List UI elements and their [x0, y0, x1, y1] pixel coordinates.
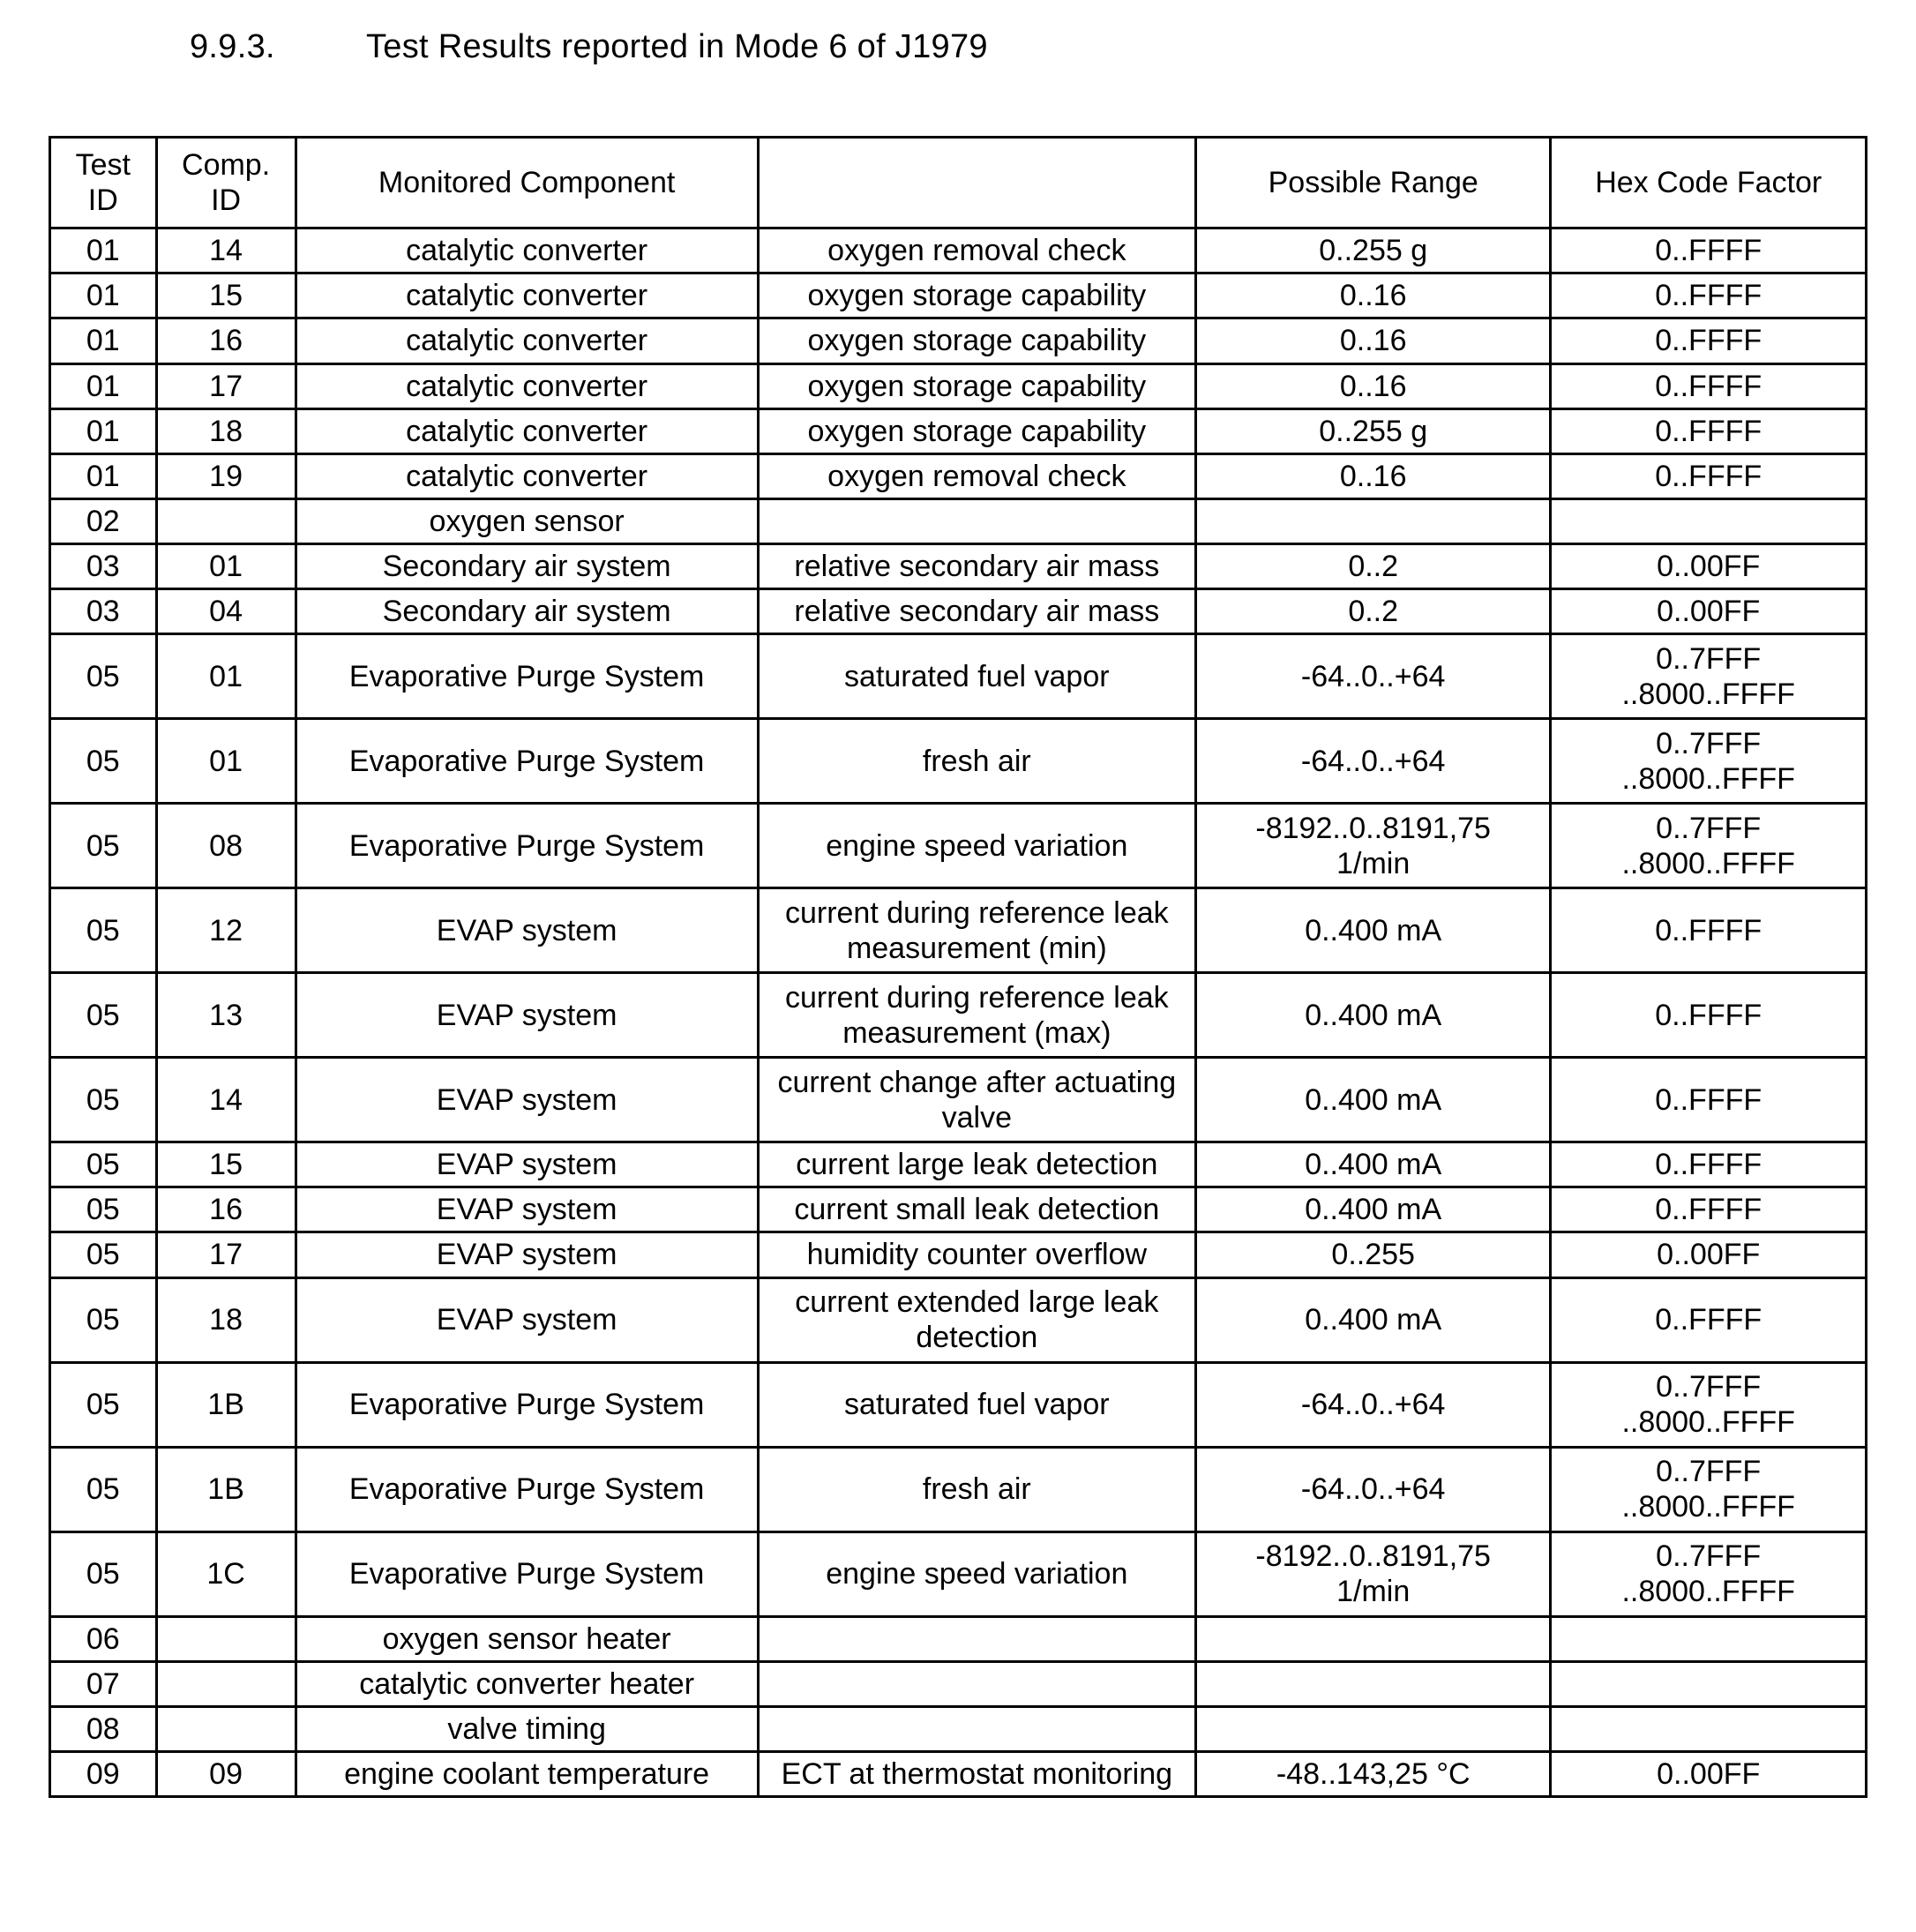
cell-possible-range	[1195, 1661, 1550, 1706]
cell-description: current small leak detection	[758, 1187, 1195, 1232]
cell-hex-code-factor: 0..00FF	[1551, 1232, 1867, 1277]
cell-possible-range: 0..400 mA	[1195, 888, 1550, 973]
cell-description	[758, 498, 1195, 543]
cell-possible-range: 0..16	[1195, 273, 1550, 318]
table-body	[50, 228, 1867, 1797]
table-row	[50, 498, 1867, 543]
cell-description: current extended large leak detection	[758, 1277, 1195, 1362]
table-row	[50, 1277, 1867, 1362]
cell-possible-range: -8192..0..8191,75 1/min	[1195, 1531, 1550, 1616]
table-row	[50, 589, 1867, 634]
cell-test-id: 01	[50, 228, 157, 273]
cell-monitored-component: catalytic converter	[296, 408, 758, 453]
cell-description: current large leak detection	[758, 1142, 1195, 1187]
cell-hex-code-factor: 0..00FF	[1551, 543, 1867, 588]
cell-hex-code-factor	[1551, 1706, 1867, 1751]
cell-test-id: 05	[50, 1447, 157, 1531]
cell-comp-id: 16	[156, 318, 296, 363]
cell-hex-code-factor: 0..FFFF	[1551, 888, 1867, 973]
cell-comp-id: 01	[156, 543, 296, 588]
cell-description: oxygen storage capability	[758, 318, 1195, 363]
cell-monitored-component: oxygen sensor heater	[296, 1616, 758, 1661]
cell-test-id: 03	[50, 543, 157, 588]
table-row	[50, 1751, 1867, 1796]
cell-possible-range: -64..0..+64	[1195, 1362, 1550, 1447]
table-row	[50, 719, 1867, 804]
column-header-hex-code-factor: Hex Code Factor	[1551, 138, 1867, 228]
cell-monitored-component: Evaporative Purge System	[296, 1447, 758, 1531]
cell-description: fresh air	[758, 1447, 1195, 1531]
cell-test-id: 05	[50, 1142, 157, 1187]
cell-description: oxygen removal check	[758, 228, 1195, 273]
cell-possible-range: -64..0..+64	[1195, 1447, 1550, 1531]
cell-possible-range: 0..16	[1195, 453, 1550, 498]
cell-monitored-component: valve timing	[296, 1706, 758, 1751]
cell-monitored-component: catalytic converter heater	[296, 1661, 758, 1706]
cell-hex-code-factor: 0..7FFF ..8000..FFFF	[1551, 719, 1867, 804]
cell-comp-id: 14	[156, 1058, 296, 1142]
cell-test-id: 01	[50, 453, 157, 498]
table-row	[50, 634, 1867, 719]
cell-hex-code-factor: 0..7FFF ..8000..FFFF	[1551, 1447, 1867, 1531]
cell-description: oxygen storage capability	[758, 363, 1195, 408]
cell-comp-id: 15	[156, 273, 296, 318]
cell-hex-code-factor: 0..FFFF	[1551, 973, 1867, 1058]
cell-description: current during reference leak measurement (max)	[758, 973, 1195, 1058]
cell-hex-code-factor: 0..00FF	[1551, 1751, 1867, 1796]
table-row	[50, 1447, 1867, 1531]
cell-description: fresh air	[758, 719, 1195, 804]
cell-comp-id: 09	[156, 1751, 296, 1796]
column-header-comp-id	[156, 138, 296, 228]
table-header-row	[50, 138, 1867, 228]
cell-possible-range: 0..400 mA	[1195, 1142, 1550, 1187]
cell-hex-code-factor: 0..FFFF	[1551, 1187, 1867, 1232]
cell-comp-id: 12	[156, 888, 296, 973]
column-header-possible-range: Possible Range	[1195, 138, 1550, 228]
cell-test-id: 05	[50, 804, 157, 888]
cell-hex-code-factor	[1551, 1661, 1867, 1706]
table-row	[50, 273, 1867, 318]
cell-monitored-component: catalytic converter	[296, 228, 758, 273]
cell-hex-code-factor: 0..FFFF	[1551, 1142, 1867, 1187]
cell-comp-id: 01	[156, 719, 296, 804]
cell-monitored-component: catalytic converter	[296, 363, 758, 408]
table-row	[50, 318, 1867, 363]
table-row	[50, 1706, 1867, 1751]
cell-test-id: 01	[50, 273, 157, 318]
table-row	[50, 888, 1867, 973]
table-row	[50, 973, 1867, 1058]
cell-monitored-component: Evaporative Purge System	[296, 719, 758, 804]
cell-hex-code-factor: 0..FFFF	[1551, 1058, 1867, 1142]
cell-monitored-component: Evaporative Purge System	[296, 634, 758, 719]
mode6-test-results-table	[49, 136, 1867, 1798]
table-row	[50, 228, 1867, 273]
cell-description: oxygen storage capability	[758, 408, 1195, 453]
cell-hex-code-factor: 0..FFFF	[1551, 318, 1867, 363]
cell-description: saturated fuel vapor	[758, 1362, 1195, 1447]
cell-description: ECT at thermostat monitoring	[758, 1751, 1195, 1796]
table-row	[50, 1187, 1867, 1232]
cell-monitored-component: oxygen sensor	[296, 498, 758, 543]
cell-comp-id: 19	[156, 453, 296, 498]
cell-test-id: 05	[50, 634, 157, 719]
column-header-description	[758, 138, 1195, 228]
cell-comp-id: 14	[156, 228, 296, 273]
cell-possible-range: 0..400 mA	[1195, 1187, 1550, 1232]
table-row	[50, 1058, 1867, 1142]
table-row	[50, 1531, 1867, 1616]
cell-test-id: 05	[50, 973, 157, 1058]
cell-hex-code-factor: 0..FFFF	[1551, 408, 1867, 453]
cell-description: relative secondary air mass	[758, 589, 1195, 634]
cell-comp-id	[156, 1661, 296, 1706]
cell-test-id: 06	[50, 1616, 157, 1661]
cell-test-id: 05	[50, 1058, 157, 1142]
cell-description: engine speed variation	[758, 1531, 1195, 1616]
cell-test-id: 01	[50, 408, 157, 453]
cell-possible-range	[1195, 1616, 1550, 1661]
cell-monitored-component: catalytic converter	[296, 273, 758, 318]
cell-possible-range: -8192..0..8191,75 1/min	[1195, 804, 1550, 888]
column-header-test-id	[50, 138, 157, 228]
cell-test-id: 01	[50, 318, 157, 363]
cell-hex-code-factor: 0..7FFF ..8000..FFFF	[1551, 634, 1867, 719]
section-title: Test Results reported in Mode 6 of J1979	[366, 28, 988, 65]
column-header-comp-id-line2: ID	[211, 183, 242, 218]
cell-hex-code-factor: 0..FFFF	[1551, 1277, 1867, 1362]
cell-monitored-component: EVAP system	[296, 1058, 758, 1142]
cell-monitored-component: EVAP system	[296, 1232, 758, 1277]
cell-comp-id: 04	[156, 589, 296, 634]
cell-comp-id: 18	[156, 1277, 296, 1362]
cell-test-id: 09	[50, 1751, 157, 1796]
table-row	[50, 1362, 1867, 1447]
cell-description: current change after actuating valve	[758, 1058, 1195, 1142]
cell-possible-range: 0..16	[1195, 363, 1550, 408]
cell-monitored-component: EVAP system	[296, 1142, 758, 1187]
cell-monitored-component: Evaporative Purge System	[296, 1362, 758, 1447]
cell-monitored-component: EVAP system	[296, 973, 758, 1058]
cell-test-id: 05	[50, 1362, 157, 1447]
cell-description: oxygen storage capability	[758, 273, 1195, 318]
cell-possible-range	[1195, 498, 1550, 543]
cell-test-id: 08	[50, 1706, 157, 1751]
cell-comp-id: 01	[156, 634, 296, 719]
cell-possible-range: 0..2	[1195, 589, 1550, 634]
cell-comp-id: 1B	[156, 1447, 296, 1531]
table-row	[50, 1142, 1867, 1187]
table-row	[50, 1616, 1867, 1661]
cell-possible-range: -64..0..+64	[1195, 719, 1550, 804]
cell-comp-id: 17	[156, 363, 296, 408]
cell-monitored-component: Secondary air system	[296, 543, 758, 588]
cell-possible-range: 0..400 mA	[1195, 1277, 1550, 1362]
cell-possible-range: 0..400 mA	[1195, 1058, 1550, 1142]
table-row	[50, 1232, 1867, 1277]
cell-possible-range: 0..255 g	[1195, 408, 1550, 453]
cell-test-id: 02	[50, 498, 157, 543]
cell-description	[758, 1661, 1195, 1706]
cell-description: saturated fuel vapor	[758, 634, 1195, 719]
cell-monitored-component: EVAP system	[296, 888, 758, 973]
cell-description: relative secondary air mass	[758, 543, 1195, 588]
cell-description: oxygen removal check	[758, 453, 1195, 498]
cell-possible-range	[1195, 1706, 1550, 1751]
cell-test-id: 05	[50, 719, 157, 804]
cell-hex-code-factor: 0..FFFF	[1551, 228, 1867, 273]
cell-description	[758, 1706, 1195, 1751]
cell-hex-code-factor: 0..7FFF ..8000..FFFF	[1551, 1531, 1867, 1616]
cell-possible-range: 0..255 g	[1195, 228, 1550, 273]
cell-description: engine speed variation	[758, 804, 1195, 888]
cell-possible-range: 0..255	[1195, 1232, 1550, 1277]
cell-comp-id	[156, 1616, 296, 1661]
cell-hex-code-factor	[1551, 498, 1867, 543]
cell-hex-code-factor: 0..00FF	[1551, 589, 1867, 634]
table-row	[50, 543, 1867, 588]
cell-comp-id: 1C	[156, 1531, 296, 1616]
cell-monitored-component: Secondary air system	[296, 589, 758, 634]
cell-possible-range: -64..0..+64	[1195, 634, 1550, 719]
section-number: 9.9.3.	[190, 28, 275, 65]
cell-description	[758, 1616, 1195, 1661]
cell-test-id: 05	[50, 1531, 157, 1616]
cell-test-id: 05	[50, 888, 157, 973]
table-row	[50, 1661, 1867, 1706]
cell-comp-id: 17	[156, 1232, 296, 1277]
cell-hex-code-factor	[1551, 1616, 1867, 1661]
cell-hex-code-factor: 0..FFFF	[1551, 273, 1867, 318]
column-header-test-id-line2: ID	[87, 183, 118, 218]
cell-monitored-component: Evaporative Purge System	[296, 1531, 758, 1616]
cell-monitored-component: catalytic converter	[296, 318, 758, 363]
cell-possible-range: 0..400 mA	[1195, 973, 1550, 1058]
table-row	[50, 363, 1867, 408]
cell-hex-code-factor: 0..7FFF ..8000..FFFF	[1551, 804, 1867, 888]
table-row	[50, 804, 1867, 888]
table-row	[50, 453, 1867, 498]
cell-test-id: 05	[50, 1232, 157, 1277]
cell-monitored-component: EVAP system	[296, 1187, 758, 1232]
cell-test-id: 01	[50, 363, 157, 408]
column-header-test-id-line1: Test	[75, 148, 131, 182]
cell-comp-id: 1B	[156, 1362, 296, 1447]
cell-monitored-component: Evaporative Purge System	[296, 804, 758, 888]
cell-hex-code-factor: 0..FFFF	[1551, 363, 1867, 408]
cell-comp-id	[156, 1706, 296, 1751]
cell-possible-range: 0..16	[1195, 318, 1550, 363]
cell-test-id: 03	[50, 589, 157, 634]
cell-monitored-component: EVAP system	[296, 1277, 758, 1362]
cell-monitored-component: catalytic converter	[296, 453, 758, 498]
cell-comp-id: 15	[156, 1142, 296, 1187]
cell-possible-range: -48..143,25 °C	[1195, 1751, 1550, 1796]
cell-monitored-component: engine coolant temperature	[296, 1751, 758, 1796]
cell-comp-id: 08	[156, 804, 296, 888]
cell-comp-id: 18	[156, 408, 296, 453]
table-row	[50, 408, 1867, 453]
cell-possible-range: 0..2	[1195, 543, 1550, 588]
cell-description: current during reference leak measurement (min)	[758, 888, 1195, 973]
column-header-monitored-component: Monitored Component	[296, 138, 758, 228]
cell-test-id: 07	[50, 1661, 157, 1706]
cell-test-id: 05	[50, 1187, 157, 1232]
cell-hex-code-factor: 0..7FFF ..8000..FFFF	[1551, 1362, 1867, 1447]
cell-test-id: 05	[50, 1277, 157, 1362]
cell-hex-code-factor: 0..FFFF	[1551, 453, 1867, 498]
section-heading	[190, 28, 988, 66]
cell-comp-id	[156, 498, 296, 543]
cell-comp-id: 16	[156, 1187, 296, 1232]
column-header-comp-id-line1: Comp.	[182, 148, 271, 182]
cell-description: humidity counter overflow	[758, 1232, 1195, 1277]
cell-comp-id: 13	[156, 973, 296, 1058]
